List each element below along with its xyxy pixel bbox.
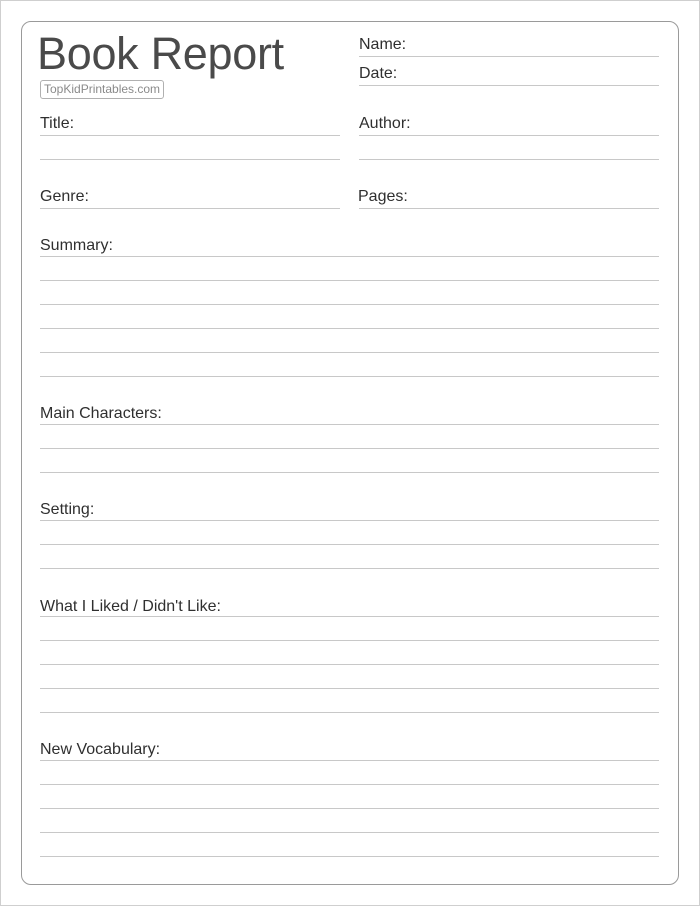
writing-line: [40, 448, 659, 449]
writing-line: [40, 256, 659, 257]
writing-line: [40, 856, 659, 857]
author-line: [359, 159, 659, 160]
site-watermark: TopKidPrintables.com: [40, 80, 164, 99]
author-line: [359, 135, 659, 136]
writing-line: [40, 520, 659, 521]
writing-line: [40, 304, 659, 305]
vocabulary-label: New Vocabulary:: [40, 741, 161, 758]
writing-line: [40, 376, 659, 377]
writing-line: [40, 568, 659, 569]
date-label: Date:: [359, 65, 398, 82]
writing-line: [40, 352, 659, 353]
title-label: Title:: [40, 115, 75, 132]
writing-line: [40, 784, 659, 785]
genre-label: Genre:: [40, 188, 89, 205]
setting-label: Setting:: [40, 501, 95, 518]
writing-line: [40, 832, 659, 833]
writing-line: [40, 424, 659, 425]
writing-line: [40, 760, 659, 761]
liked-label: What I Liked / Didn't Like:: [40, 598, 221, 615]
name-label: Name:: [359, 36, 407, 53]
pages-label: Pages:: [358, 188, 408, 205]
writing-line: [40, 664, 659, 665]
writing-line: [40, 328, 659, 329]
title-line: [40, 159, 340, 160]
pages-line: [359, 208, 659, 209]
summary-label: Summary:: [40, 237, 113, 254]
writing-line: [40, 544, 659, 545]
main-characters-label: Main Characters:: [40, 405, 162, 422]
genre-line: [40, 208, 340, 209]
writing-line: [40, 640, 659, 641]
title-line: [40, 135, 340, 136]
writing-line: [40, 688, 659, 689]
author-label: Author:: [359, 115, 411, 132]
writing-line: [40, 280, 659, 281]
date-line: [359, 85, 659, 86]
writing-line: [40, 472, 659, 473]
name-line: [359, 56, 659, 57]
writing-line: [40, 808, 659, 809]
writing-line: [40, 616, 659, 617]
writing-line: [40, 712, 659, 713]
page-title: Book Report: [37, 28, 284, 79]
